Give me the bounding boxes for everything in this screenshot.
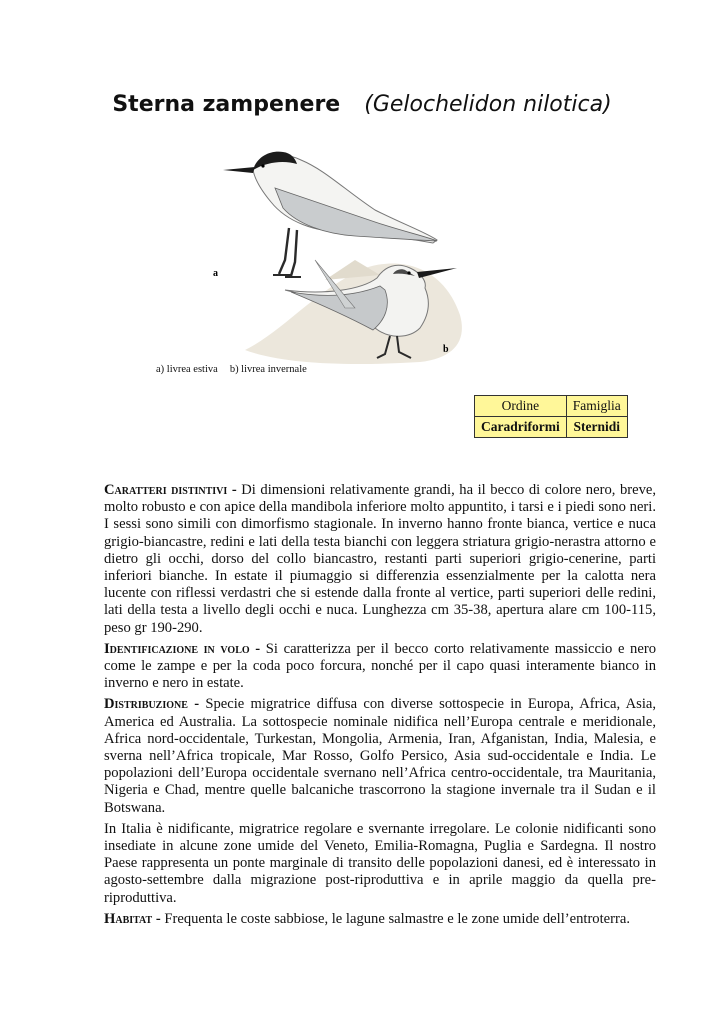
page-title bbox=[0, 92, 724, 117]
text-caratteri: Di dimensioni relativamente grandi, ha il becco di colore nero, breve, molto robusto e con apice della mandibola inferiore molto appuntito, i tarsi e i piedi sono neri. I sessi sono simili con dimorfismo stagionale. In inverno hanno fronte bianca, vertice e nuca grigio-biancastre, redini e lati della testa bianchi con leggera striatura grigio-nerastra attorno e dietro gli occhi, dorso del collo biancastro, restanti parti superiori grigio-cenerine, parti inferiori bianche. In estate il piumaggio si differenzia essenzialmente per la calotta nera lucente con riflessi verdastri che si estende dalla fronte al vertice, parti superiori delle redini, lati della testa a livello degli occhi e nuca. Lunghezza cm 35-38, apertura alare cm 100-115, peso gr 190-290. bbox=[104, 482, 656, 636]
scientific-name: (Gelochelidon nilotica) bbox=[364, 92, 612, 117]
tern-illustration bbox=[205, 140, 475, 365]
caption-b: b) livrea invernale bbox=[229, 364, 307, 375]
caption-a: a) livrea estiva bbox=[156, 364, 218, 375]
order-value: Caradriformi bbox=[475, 417, 567, 438]
section-habitat bbox=[104, 911, 656, 928]
label-b: b bbox=[443, 344, 449, 355]
text-identificazione: Si caratterizza per il becco corto relativamente massiccio e nero come le zampe e per la coda poco forcura, nonché per il capo quasi interamente bianco in inverno e nero in estate. bbox=[104, 640, 656, 692]
taxonomy-table bbox=[474, 395, 628, 438]
common-name: Sterna zampenere bbox=[112, 92, 341, 117]
label-a: a bbox=[213, 268, 218, 279]
tern-summer-plumage bbox=[223, 152, 437, 277]
text-distribuzione: Specie migratrice diffusa con diverse sottospecie in Europa, Africa, Asia, America ed Australia. La sottospecie nominale nidifica nell’Europa centrale e meridionale, Africa nord-occidentale, Turkestan, Mongolia, Armenia, Iran, Afganistan, India, Malesia, e sverna nell’Africa tropicale, Mar Rosso, Golfo Persico, Asia sud-occidentale e India. Le popolazioni dell’Europa occidentale svernano nell’Africa centro-occidentale, tra Mauritania, Nigeria e Chad, mentre quelle balcaniche trascorrono la stagione invernale tra il Sudan e il Botswana. bbox=[104, 696, 656, 816]
text-italia: In Italia è nidificante, migratrice regolare e svernante irregolare. Le colonie nidificanti sono insediate in alcune zone umide del Veneto, Emilia-Romagna, Puglia e Sardegna. Il nostro Paese rappresenta un ponte marginale di transito delle popolazioni danesi, ed è interessato in agosto-settembre dalla migrazione post-riproduttiva e in aprile maggio da quella pre-riproduttiva. bbox=[104, 820, 656, 906]
section-distribuzione bbox=[104, 696, 656, 816]
order-header: Ordine bbox=[475, 396, 567, 417]
text-habitat: Frequenta le coste sabbiose, le lagune salmastre e le zone umide dell’entroterra. bbox=[160, 910, 630, 927]
family-header: Famiglia bbox=[566, 396, 627, 417]
section-italia bbox=[104, 821, 656, 907]
body-text bbox=[104, 482, 656, 932]
heading-habitat: Habitat - bbox=[104, 910, 161, 927]
section-identificazione bbox=[104, 641, 656, 693]
heading-caratteri: Caratteri distintivi - bbox=[104, 482, 237, 498]
section-caratteri bbox=[104, 482, 656, 637]
heading-identificazione: Identificazione in volo - bbox=[104, 640, 261, 657]
heading-distribuzione: Distribuzione - bbox=[104, 696, 200, 713]
family-value: Sternidi bbox=[566, 417, 627, 438]
illustration-caption bbox=[156, 364, 307, 375]
